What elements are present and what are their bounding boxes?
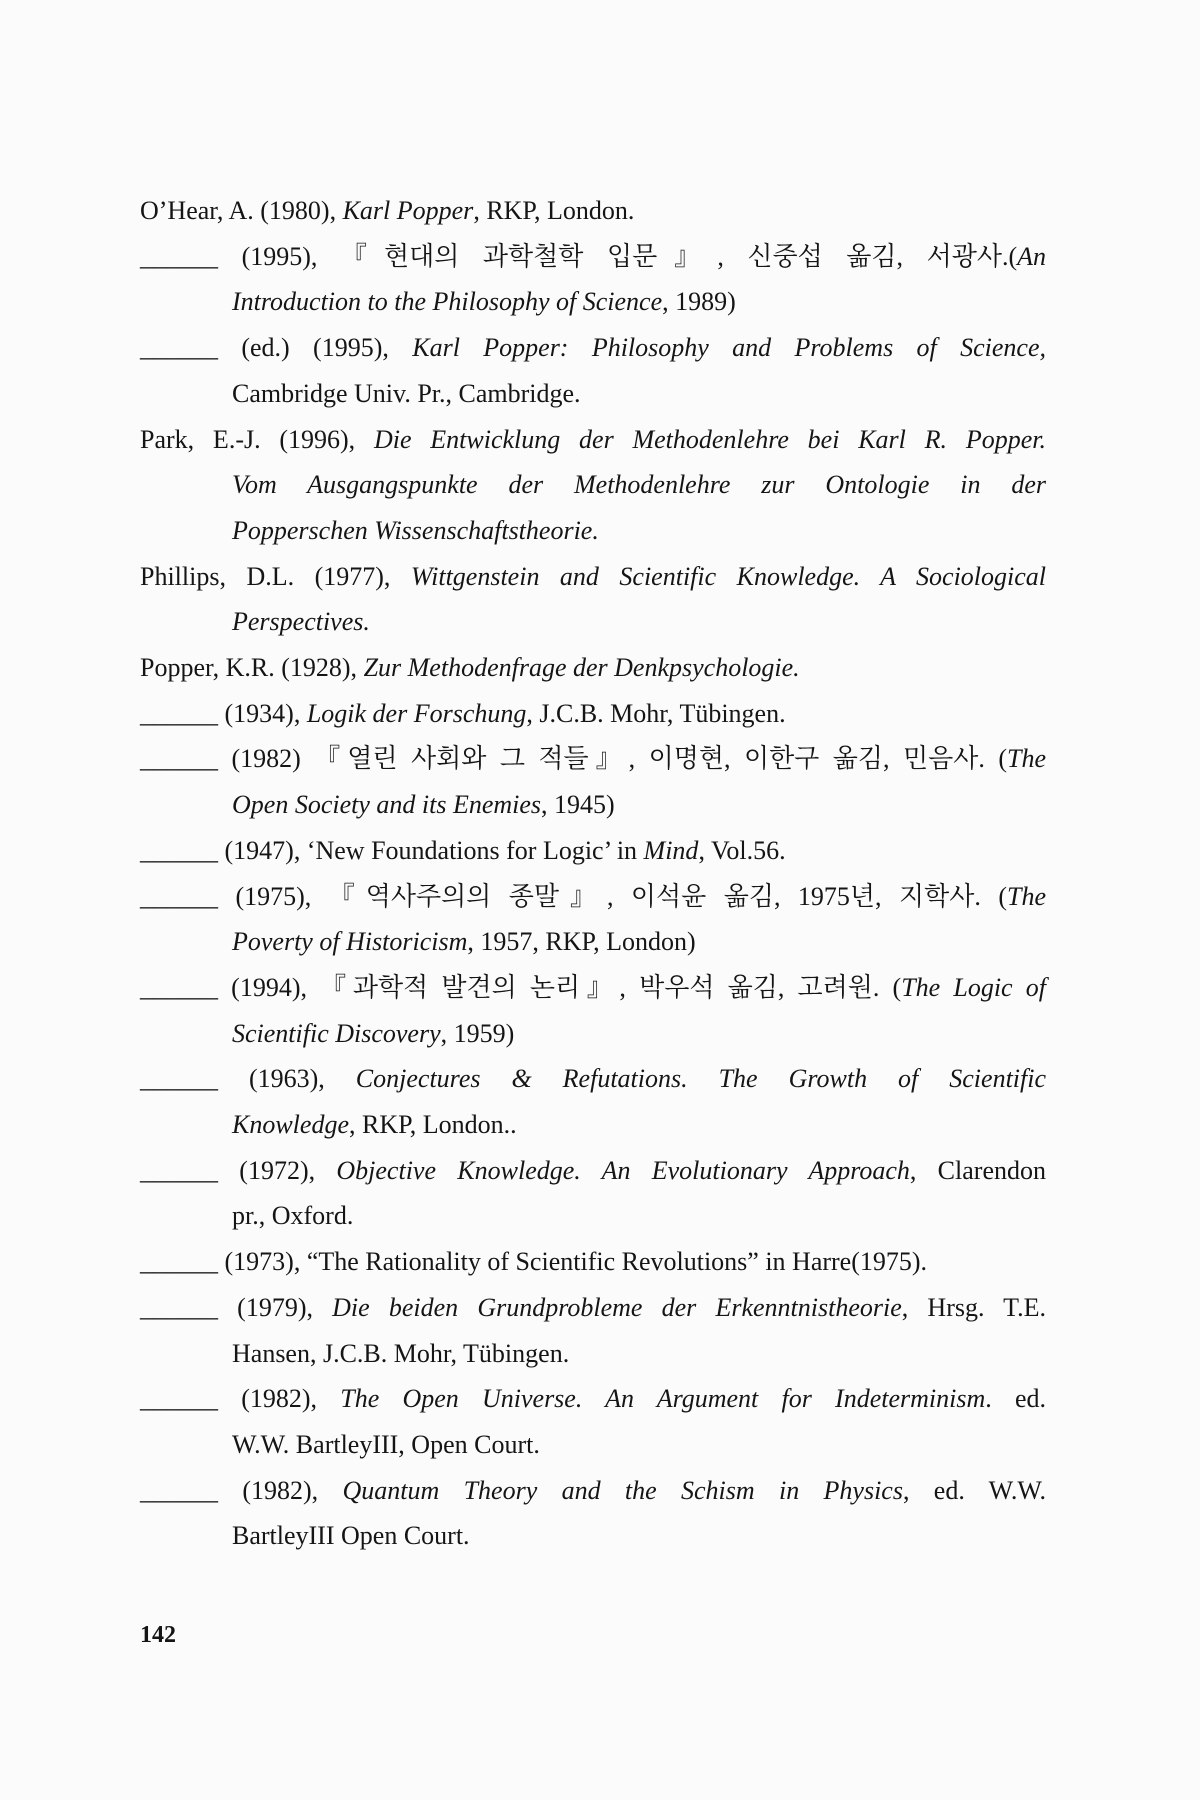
reference-text: , RKP, London.. <box>349 1110 517 1139</box>
reference-title-text: Quantum Theory and the Schism in Physics <box>342 1475 903 1505</box>
reference-text: , 1945) <box>541 790 615 820</box>
reference-title-text: Zur Methodenfrage der Denkpsychologie. <box>363 653 800 682</box>
reference-text: ______ (1934), <box>140 698 307 728</box>
reference-entry-line <box>140 417 1046 463</box>
reference-text: ______ (1982), <box>140 1475 343 1505</box>
reference-text: . ed. <box>985 1384 1047 1414</box>
reference-text: , 1957, RKP, London) <box>467 927 696 957</box>
reference-text: ______ (1995), 『현대의 과학철학 입문』, 신중섭 옮김, 서광사.( <box>140 241 1018 271</box>
reference-continuation-line <box>232 1513 470 1559</box>
reference-entry-line <box>140 1148 1046 1194</box>
reference-continuation-line <box>232 919 696 965</box>
reference-title-text: The <box>1007 744 1046 774</box>
reference-entry-line <box>140 645 800 691</box>
reference-entry-line <box>140 325 1046 371</box>
reference-title-text: Karl Popper: Philosophy and Problems of Science, <box>412 333 1046 363</box>
reference-text: , Vol.56. <box>698 835 786 865</box>
reference-title-text: Poverty of Historicism <box>232 927 468 957</box>
reference-continuation-line <box>232 371 581 417</box>
reference-title-text: Introduction to the Philosophy of Science <box>232 287 663 317</box>
reference-continuation-line <box>232 1011 514 1057</box>
reference-text: ______ (ed.) (1995), <box>140 333 413 363</box>
reference-text: , J.C.B. Mohr, Tübingen. <box>526 698 786 728</box>
reference-title-text: Die Entwicklung der Methodenlehre bei Karl R. Popper. <box>373 424 1046 454</box>
reference-title-text: Open Society and its Enemies <box>232 790 542 820</box>
reference-text: , ed. W.W. <box>902 1475 1046 1505</box>
reference-title-text: An <box>1017 241 1046 271</box>
reference-text: Park, E.-J. (1996), <box>140 424 374 454</box>
reference-text: ______ (1972), <box>140 1155 337 1185</box>
reference-title-text: Knowledge <box>232 1110 349 1139</box>
reference-text: ______ (1947), ‘New Foundations for Logic’ in <box>140 835 644 865</box>
reference-text: ______ (1994), 『과학적 발견의 논리』, 박우석 옮김, 고려원. ( <box>140 972 902 1002</box>
reference-text: pr., Oxford. <box>232 1201 354 1231</box>
page-number: 142 <box>140 1622 176 1648</box>
reference-text: O’Hear, A. (1980), <box>140 196 343 225</box>
reference-entry-line <box>140 736 1046 782</box>
reference-entry-line <box>140 1056 1046 1102</box>
reference-title-text: Die beiden Grundprobleme der Erkenntnistheorie <box>332 1292 902 1322</box>
reference-entry-line <box>140 554 1046 600</box>
reference-continuation-line <box>232 508 599 554</box>
reference-entry-line <box>140 234 1046 280</box>
reference-text: , Clarendon <box>909 1155 1046 1185</box>
reference-continuation-line <box>232 1193 353 1239</box>
reference-continuation-line <box>232 1102 517 1148</box>
reference-title-text: The <box>1007 881 1046 911</box>
reference-text: W.W. BartleyIII, Open Court. <box>232 1429 540 1459</box>
reference-text: ______ (1982) 『열린 사회와 그 적들』, 이명현, 이한구 옮김, 민음사. ( <box>140 744 1007 774</box>
reference-text: Popper, K.R. (1928), <box>140 653 364 682</box>
reference-entry-line <box>140 1376 1046 1422</box>
reference-continuation-line <box>232 1331 569 1377</box>
reference-continuation-line <box>232 462 1046 508</box>
reference-entry-line <box>140 1285 1046 1331</box>
reference-text: ______ (1982), <box>140 1384 341 1414</box>
reference-entry-line <box>140 188 634 234</box>
reference-entry-line <box>140 828 786 874</box>
reference-text: , Hrsg. T.E. <box>901 1292 1046 1322</box>
reference-text: ______ (1963), <box>140 1064 356 1094</box>
reference-text: ______ (1973), “The Rationality of Scientific Revolutions” in Harre(1975). <box>140 1247 928 1277</box>
reference-text: , RKP, London. <box>473 196 635 225</box>
reference-title-text: Wittgenstein and Scientific Knowledge. A Sociological <box>410 561 1047 591</box>
reference-text: ______ (1975), 『역사주의의 종말』, 이석윤 옮김, 1975년, 지학사. ( <box>140 881 1007 911</box>
reference-text: Hansen, J.C.B. Mohr, Tübingen. <box>232 1338 570 1368</box>
reference-title-text: Scientific Discovery <box>232 1018 441 1048</box>
reference-title-text: Logik der Forschung <box>306 698 527 728</box>
reference-entry-line <box>140 1239 927 1285</box>
reference-continuation-line <box>232 599 370 645</box>
reference-entry-line <box>140 1468 1046 1514</box>
reference-entry-line <box>140 874 1046 920</box>
reference-text: BartleyIII Open Court. <box>232 1521 470 1551</box>
reference-title-text: Vom Ausgangspunkte der Methodenlehre zur Ontologie in der <box>232 470 1046 500</box>
reference-title-text: Objective Knowledge. An Evolutionary Approach <box>336 1155 910 1185</box>
reference-text: ______ (1979), <box>140 1292 333 1322</box>
reference-title-text: Conjectures & Refutations. The Growth of Scientific <box>355 1064 1046 1094</box>
reference-entry-line <box>140 965 1046 1011</box>
reference-continuation-line <box>232 782 615 828</box>
reference-entry-line <box>140 691 786 737</box>
reference-text: Cambridge Univ. Pr., Cambridge. <box>232 378 581 408</box>
reference-title-text: The Logic of <box>901 972 1046 1002</box>
reference-text: Phillips, D.L. (1977), <box>140 561 411 591</box>
reference-title-text: Popperschen Wissenschaftstheorie. <box>232 515 599 545</box>
reference-continuation-line <box>232 1422 540 1468</box>
reference-continuation-line <box>232 279 736 325</box>
reference-text: , 1959) <box>440 1018 515 1048</box>
reference-title-text: Perspectives. <box>232 607 370 637</box>
reference-title-text: The Open Universe. An Argument for Indeterminism <box>340 1384 986 1414</box>
reference-text: , 1989) <box>662 287 736 317</box>
reference-title-text: Mind <box>643 835 699 865</box>
reference-title-text: Karl Popper <box>342 196 474 225</box>
